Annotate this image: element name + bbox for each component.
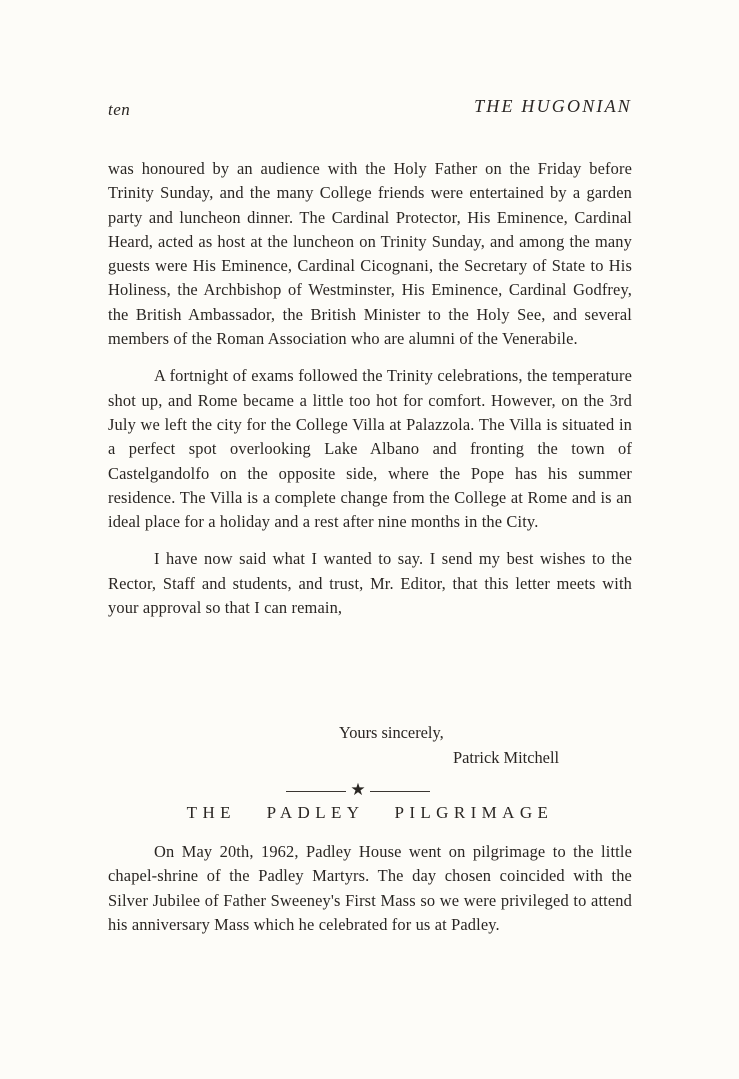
letter-paragraph-3: I have now said what I wanted to say. I send my best wishes to the Rector, Staff and students, and trust, Mr. Editor, that this letter meets with your approval so that I can remain, — [108, 549, 632, 618]
running-head — [108, 96, 632, 122]
letter-paragraph-2: A fortnight of exams followed the Trinity celebrations, the temperature shot up, and Rome became a little too hot for comfort. However, on the 3rd July we left the city for the College Villa at Palazzola. The Villa is situated in a perfect spot overlooking Lake Albano and fronting the town of Castelgandolfo on the opposite side, where the Pope has his summer residence. The Villa is a complete change from the College at Rome and is an ideal place for a holiday and a rest after nine months in the City. — [108, 366, 632, 532]
divider-rule-right — [370, 791, 430, 792]
article-paragraph-1: On May 20th, 1962, Padley House went on pilgrimage to the little chapel-shrine of the Padley Martyrs. The day chosen coincided with the Silver Jubilee of Father Sweeney's First Mass so we were privileged to attend his anniversary Mass which he celebrated for us at Padley. — [108, 842, 632, 934]
star-icon: ★ — [350, 780, 366, 800]
divider-rule-left — [286, 791, 346, 792]
letter-signature: Patrick Mitchell — [453, 748, 560, 767]
journal-title: THE HUGONIAN — [474, 96, 632, 116]
article-body — [108, 840, 632, 937]
section-divider — [286, 780, 430, 800]
letter-paragraph-1: was honoured by an audience with the Holy Father on the Friday before Trinity Sunday, and the many College friends were entertained by a garden party and luncheon dinner. The Cardinal Protector, His Eminence, Cardinal Heard, acted as host at the luncheon on Trinity Sunday, and among the many guests were His Eminence, Cardinal Cicognani, the Secretary of State to His Holiness, the Archbishop of Westminster, His Eminence, Cardinal Godfrey, the British Ambassador, the British Minister to the Holy See, and several members of the Roman Association who are alumni of the Venerabile. — [108, 159, 632, 349]
page-number: ten — [108, 100, 131, 119]
letter-body — [108, 157, 632, 620]
article-heading: THE PADLEY PILGRIMAGE — [186, 803, 554, 822]
letter-closing: Yours sincerely, — [339, 723, 444, 742]
